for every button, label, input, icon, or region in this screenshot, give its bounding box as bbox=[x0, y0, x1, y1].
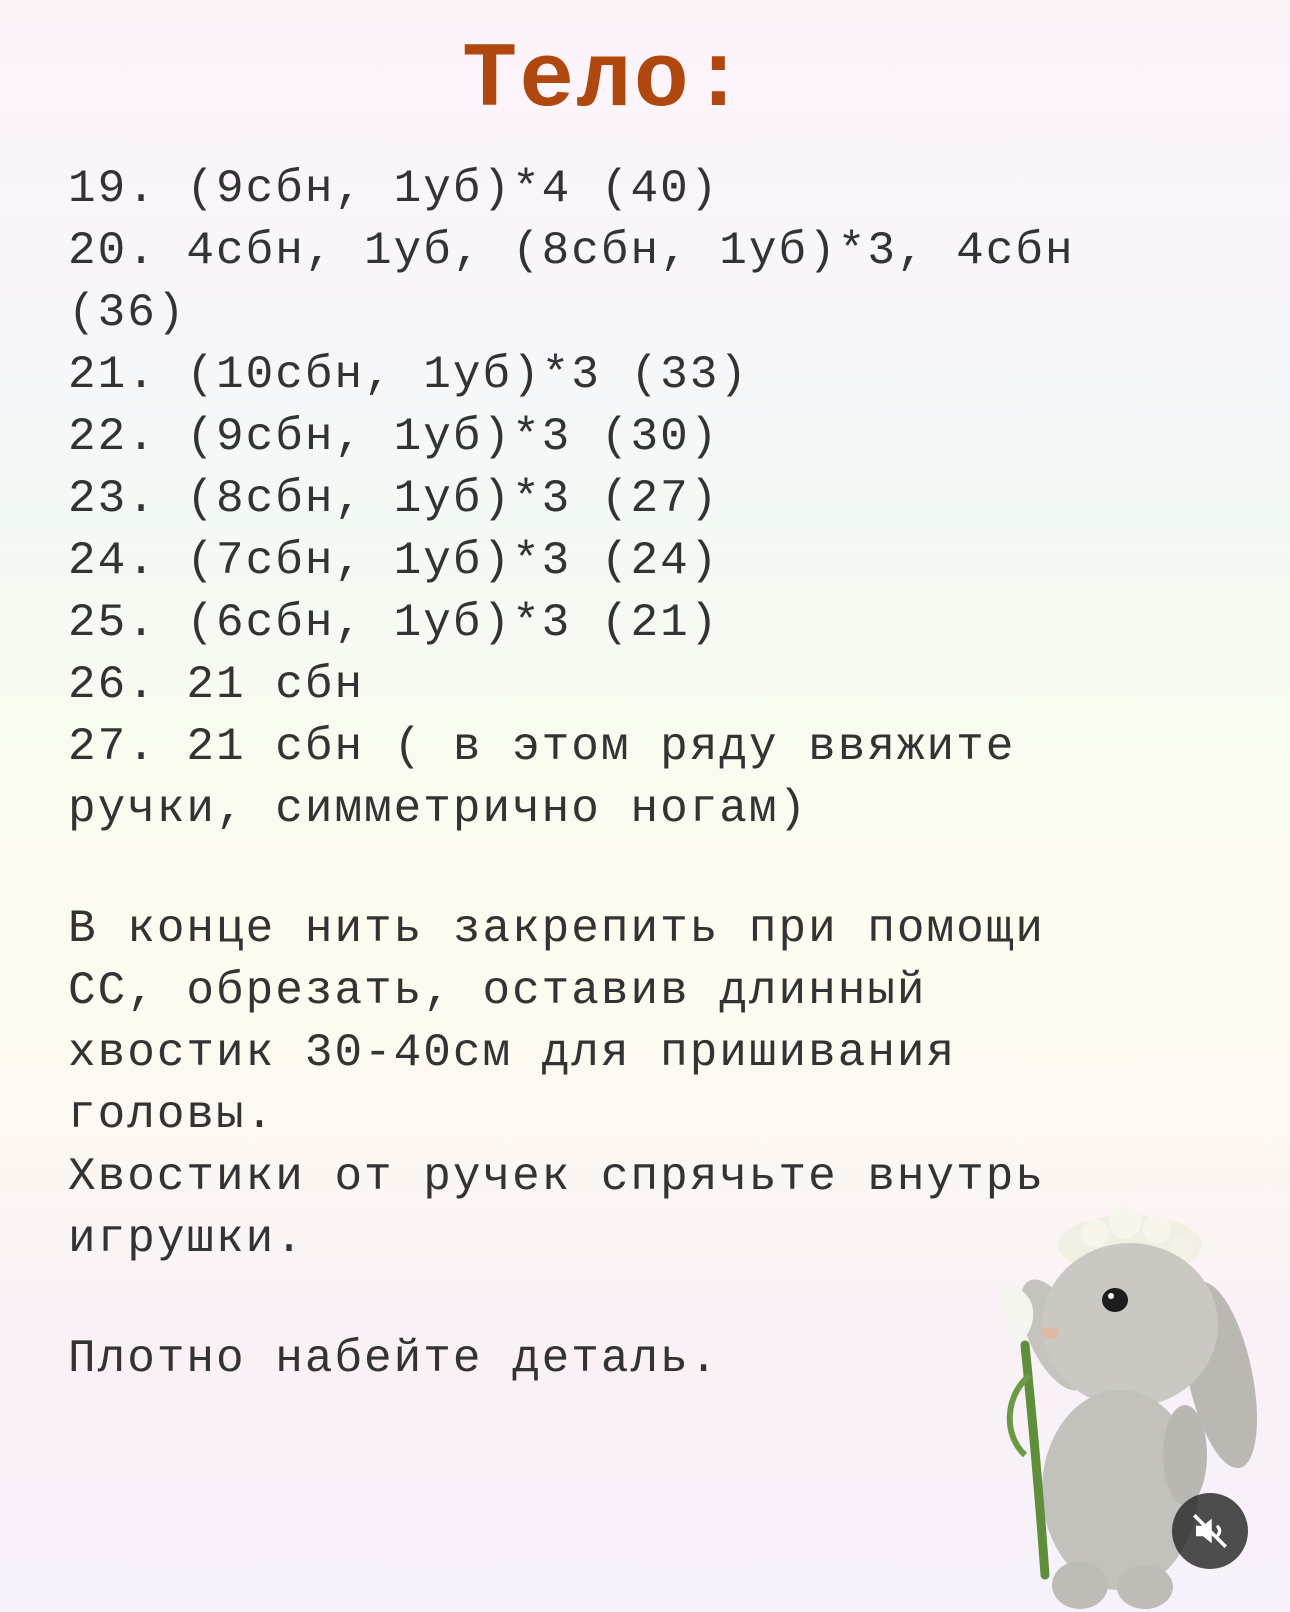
note-line: хвостик 30-40см для пришивания bbox=[68, 1027, 957, 1079]
note-line: игрушки. bbox=[68, 1213, 305, 1265]
pattern-row: 20. 4сбн, 1уб, (8сбн, 1уб)*3, 4сбн bbox=[68, 225, 1075, 277]
pattern-row: 26. 21 сбн bbox=[68, 659, 365, 711]
pattern-row: (36) bbox=[68, 287, 187, 339]
bunny-toy-image bbox=[985, 1205, 1290, 1612]
pattern-row: 24. (7сбн, 1уб)*3 (24) bbox=[68, 535, 720, 587]
page-title: Тело: bbox=[461, 28, 749, 133]
pattern-row: 19. (9сбн, 1уб)*4 (40) bbox=[68, 163, 720, 215]
final-note: Плотно набейте деталь. bbox=[68, 1333, 720, 1385]
note-line: Хвостики от ручек спрячьте внутрь bbox=[68, 1151, 1045, 1203]
note-line: СС, обрезать, оставив длинный bbox=[68, 965, 927, 1017]
note-line: головы. bbox=[68, 1089, 276, 1141]
pattern-row: 23. (8сбн, 1уб)*3 (27) bbox=[68, 473, 720, 525]
pattern-row: 27. 21 сбн ( в этом ряду ввяжите bbox=[68, 721, 1016, 773]
mute-button[interactable] bbox=[1172, 1493, 1248, 1569]
pattern-row: ручки, симметрично ногам) bbox=[68, 783, 809, 835]
note-line: В конце нить закрепить при помощи bbox=[68, 903, 1045, 955]
speaker-muted-icon bbox=[1189, 1510, 1231, 1552]
pattern-row: 21. (10сбн, 1уб)*3 (33) bbox=[68, 349, 749, 401]
pattern-row: 22. (9сбн, 1уб)*3 (30) bbox=[68, 411, 720, 463]
spacer bbox=[68, 840, 1218, 898]
pattern-row: 25. (6сбн, 1уб)*3 (21) bbox=[68, 597, 720, 649]
